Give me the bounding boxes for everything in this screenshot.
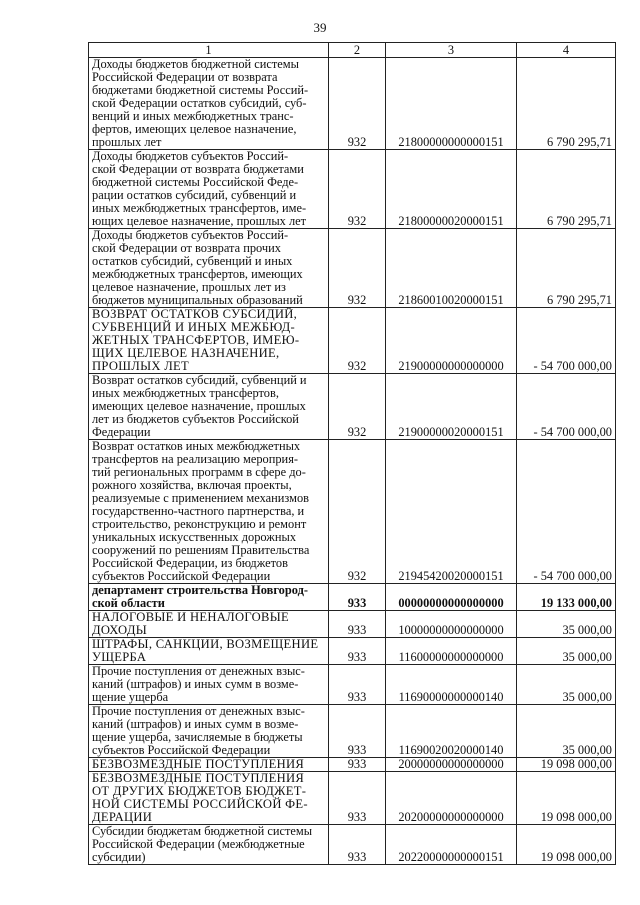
- row-name-line: Российской Федерации (межбюджетные: [92, 837, 305, 851]
- row-name-line: ЩИХ ЦЕЛЕВОЕ НАЗНАЧЕНИЕ,: [92, 346, 280, 360]
- row-name-line: сооружений по решениям Правительства: [92, 543, 310, 557]
- row-amount: 6 790 295,71: [517, 229, 616, 308]
- table-row: [89, 638, 616, 665]
- row-name-line: остатков субсидий, субвенций и иных: [92, 254, 293, 268]
- row-budget-code: 00000000000000000: [386, 584, 517, 611]
- table-row: [89, 611, 616, 638]
- row-name-line: ДЕРАЦИИ: [92, 810, 153, 824]
- row-amount: 35 000,00: [517, 665, 616, 705]
- row-name-line: субъектов Российской Федерации: [92, 569, 271, 583]
- row-admin-code: 932: [329, 150, 386, 229]
- row-name-line: Возврат остатков субсидий, субвенций и: [92, 373, 307, 387]
- row-amount: 6 790 295,71: [517, 150, 616, 229]
- row-budget-code: 11690000000000140: [386, 665, 517, 705]
- row-name-line: трансфертов на реализацию мероприя-: [92, 452, 299, 466]
- row-name-line: Российской Федерации, из бюджетов: [92, 556, 288, 570]
- row-budget-code: 21900000000000000: [386, 308, 517, 374]
- row-name: [89, 825, 329, 865]
- row-name-line: ОТ ДРУГИХ БЮДЖЕТОВ БЮДЖЕТ-: [92, 784, 307, 798]
- row-name: [89, 150, 329, 229]
- row-admin-code: 932: [329, 229, 386, 308]
- table-row: [89, 758, 616, 772]
- row-name-line: Прочие поступления от денежных взыс-: [92, 704, 305, 718]
- row-name: [89, 374, 329, 440]
- row-name-line: ПРОШЛЫХ ЛЕТ: [92, 359, 190, 373]
- row-name-line: прошлых лет: [92, 135, 162, 149]
- row-name-line: иных межбюджетных трансфертов, име-: [92, 201, 307, 215]
- row-name: [89, 308, 329, 374]
- row-name: [89, 638, 329, 665]
- row-admin-code: 933: [329, 758, 386, 772]
- budget-revenue-table: [88, 42, 616, 865]
- row-name-line: Возврат остатков иных межбюджетных: [92, 439, 301, 453]
- header-column-2: 2: [329, 43, 386, 58]
- row-budget-code: 21800000000000151: [386, 58, 517, 150]
- row-budget-code: 10000000000000000: [386, 611, 517, 638]
- row-amount: - 54 700 000,00: [517, 440, 616, 584]
- table-row: [89, 705, 616, 758]
- row-name-line: щение ущерба, зачисляемые в бюджеты: [92, 730, 303, 744]
- row-name-line: субъектов Российской Федерации: [92, 743, 271, 757]
- row-name-line: департамент строительства Новгород-: [92, 583, 309, 597]
- row-name: [89, 584, 329, 611]
- table-row: [89, 584, 616, 611]
- row-name-line: УЩЕРБА: [92, 650, 147, 664]
- row-budget-code: 21860010020000151: [386, 229, 517, 308]
- row-name-line: уникальных искусственных дорожных: [92, 530, 297, 544]
- row-name: [89, 440, 329, 584]
- row-admin-code: 932: [329, 58, 386, 150]
- row-name-line: БЕЗВОЗМЕЗДНЫЕ ПОСТУПЛЕНИЯ: [92, 771, 305, 785]
- row-name-line: тий региональных программ в сфере до-: [92, 465, 306, 479]
- table-row: [89, 150, 616, 229]
- table-row: [89, 825, 616, 865]
- row-amount: 35 000,00: [517, 705, 616, 758]
- row-admin-code: 932: [329, 308, 386, 374]
- row-budget-code: 21800000020000151: [386, 150, 517, 229]
- row-name-line: СУБВЕНЦИЙ И ИНЫХ МЕЖБЮД-: [92, 320, 296, 334]
- row-name-line: ской Федерации от возврата прочих: [92, 241, 281, 255]
- row-name: [89, 772, 329, 825]
- table-row: [89, 440, 616, 584]
- row-name-line: реализуемые с применением механизмов: [92, 491, 309, 505]
- row-name-line: щение ущерба: [92, 690, 169, 704]
- row-amount: 19 133 000,00: [517, 584, 616, 611]
- row-name-line: ющих целевое назначение, прошлых лет: [92, 214, 307, 228]
- row-name-line: Прочие поступления от денежных взыс-: [92, 664, 305, 678]
- row-name-line: межбюджетных трансфертов, имеющих: [92, 267, 303, 281]
- table-header-row: [89, 43, 616, 58]
- row-admin-code: 932: [329, 374, 386, 440]
- row-name-line: каний (штрафов) и иных сумм в возме-: [92, 717, 299, 731]
- row-name-line: ской Федерации остатков субсидий, суб-: [92, 96, 307, 110]
- row-budget-code: 11690020020000140: [386, 705, 517, 758]
- row-name-line: имеющих целевое назначение, прошлых: [92, 399, 306, 413]
- row-name-line: Субсидии бюджетам бюджетной системы: [92, 824, 313, 838]
- row-name-line: венций и иных межбюджетных транс-: [92, 109, 294, 123]
- row-name-line: Российской Федерации от возврата: [92, 70, 278, 84]
- row-budget-code: 20220000000000151: [386, 825, 517, 865]
- row-name-line: рожного хозяйства, включая проекты,: [92, 478, 292, 492]
- row-admin-code: 933: [329, 705, 386, 758]
- row-name-line: бюджетов муниципальных образований: [92, 293, 303, 307]
- row-name: [89, 229, 329, 308]
- row-name-line: ВОЗВРАТ ОСТАТКОВ СУБСИДИЙ,: [92, 307, 298, 321]
- row-budget-code: 20000000000000000: [386, 758, 517, 772]
- row-name-line: БЕЗВОЗМЕЗДНЫЕ ПОСТУПЛЕНИЯ: [92, 757, 305, 771]
- row-name-line: НОЙ СИСТЕМЫ РОССИЙСКОЙ ФЕ-: [92, 797, 308, 811]
- row-amount: - 54 700 000,00: [517, 308, 616, 374]
- row-name: [89, 611, 329, 638]
- row-admin-code: 933: [329, 584, 386, 611]
- row-admin-code: 933: [329, 638, 386, 665]
- row-name-line: государственно-частного партнерства, и: [92, 504, 305, 518]
- row-name-line: Доходы бюджетов субъектов Россий-: [92, 149, 289, 163]
- table-row: [89, 58, 616, 150]
- row-amount: 35 000,00: [517, 611, 616, 638]
- row-name-line: Федерации: [92, 425, 151, 439]
- row-name-line: ДОХОДЫ: [92, 623, 147, 637]
- row-admin-code: 933: [329, 772, 386, 825]
- table-row: [89, 229, 616, 308]
- table-row: [89, 665, 616, 705]
- row-name-line: лет из бюджетов субъектов Российской: [92, 412, 299, 426]
- row-name-line: ЖЕТНЫХ ТРАНСФЕРТОВ, ИМЕЮ-: [92, 333, 300, 347]
- table-body: [89, 58, 616, 865]
- header-column-3: 3: [386, 43, 517, 58]
- row-name-line: Доходы бюджетов бюджетной системы: [92, 57, 299, 71]
- row-budget-code: 11600000000000000: [386, 638, 517, 665]
- row-name-line: ШТРАФЫ, САНКЦИИ, ВОЗМЕЩЕНИЕ: [92, 637, 319, 651]
- header-column-1: 1: [89, 43, 329, 58]
- row-name: [89, 705, 329, 758]
- row-name-line: НАЛОГОВЫЕ И НЕНАЛОГОВЫЕ: [92, 610, 290, 624]
- row-name-line: строительство, реконструкцию и ремонт: [92, 517, 307, 531]
- row-amount: - 54 700 000,00: [517, 374, 616, 440]
- row-name-line: бюджетами бюджетной системы Россий-: [92, 83, 309, 97]
- row-amount: 19 098 000,00: [517, 758, 616, 772]
- row-name-line: рации остатков субсидий, субвенций и: [92, 188, 297, 202]
- row-amount: 35 000,00: [517, 638, 616, 665]
- row-admin-code: 933: [329, 825, 386, 865]
- row-admin-code: 933: [329, 611, 386, 638]
- row-budget-code: 21900000020000151: [386, 374, 517, 440]
- row-name-line: ской Федерации от возврата бюджетами: [92, 162, 304, 176]
- row-name-line: фертов, имеющих целевое назначение,: [92, 122, 297, 136]
- table-row: [89, 772, 616, 825]
- row-name: [89, 665, 329, 705]
- row-name-line: ской области: [92, 596, 165, 610]
- row-name: [89, 758, 329, 772]
- table-row: [89, 374, 616, 440]
- row-amount: 19 098 000,00: [517, 825, 616, 865]
- row-budget-code: 20200000000000000: [386, 772, 517, 825]
- row-name-line: целевое назначение, прошлых лет из: [92, 280, 286, 294]
- row-name-line: Доходы бюджетов субъектов Россий-: [92, 228, 289, 242]
- row-name-line: каний (штрафов) и иных сумм в возме-: [92, 677, 299, 691]
- row-admin-code: 932: [329, 440, 386, 584]
- row-name-line: иных межбюджетных трансфертов,: [92, 386, 279, 400]
- row-budget-code: 21945420020000151: [386, 440, 517, 584]
- header-column-4: 4: [517, 43, 616, 58]
- row-name-line: бюджетной системы Российской Феде-: [92, 175, 299, 189]
- row-name: [89, 58, 329, 150]
- row-amount: 6 790 295,71: [517, 58, 616, 150]
- row-amount: 19 098 000,00: [517, 772, 616, 825]
- page-number: 39: [313, 20, 327, 35]
- table-row: [89, 308, 616, 374]
- row-name-line: субсидии): [92, 850, 146, 864]
- row-admin-code: 933: [329, 665, 386, 705]
